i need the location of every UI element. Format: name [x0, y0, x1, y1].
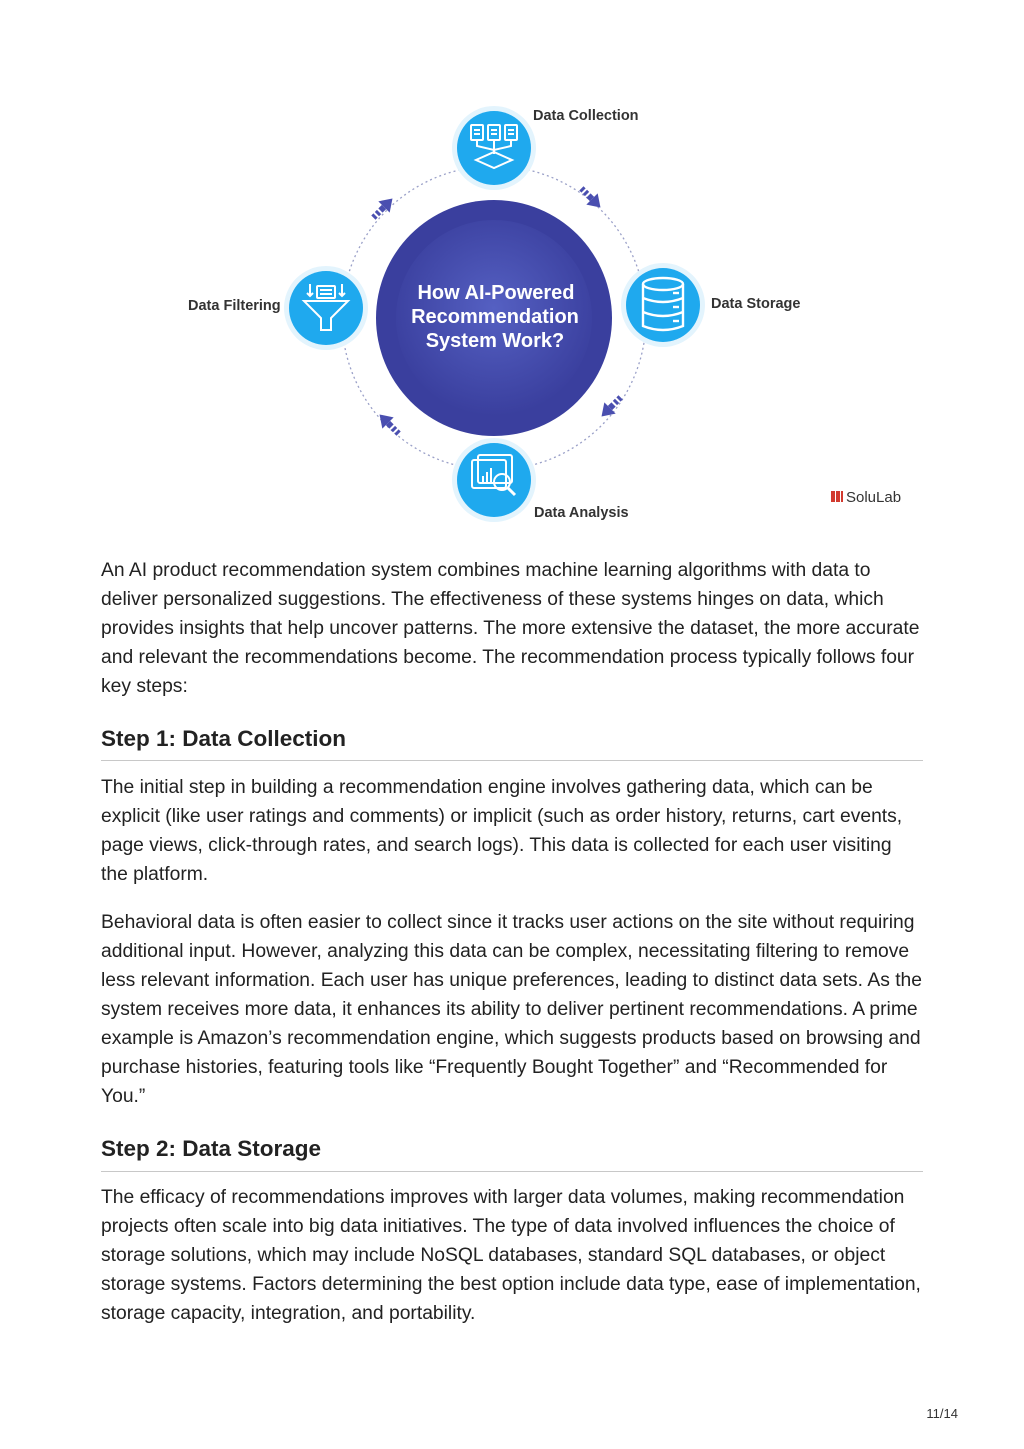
- step1-section: [101, 773, 923, 889]
- label-data-analysis: Data Analysis: [534, 505, 629, 521]
- arrow-storage-to-analysis: [596, 392, 626, 422]
- step2-heading: Step 2: Data Storage: [101, 1136, 322, 1161]
- intro-paragraph: An AI product recommendation system combines machine learning algorithms with data to deliver personalized suggestions. The effectiveness of these systems hinges on data, which provides insights that help uncover patterns. The more extensive the dataset, the more accurate and relevant the recommendations become. The recommendation process typically follows four key steps:: [101, 560, 920, 697]
- solulab-logo-icon: [831, 491, 843, 502]
- step1-paragraph-1: The initial step in building a recommendation engine involves gathering data, which can be explicit (like user ratings and comments) or implicit (such as order history, returns, cart events, page views, click-through rates, and search logs). This data is collected for each user visiting the platform.: [101, 777, 903, 885]
- node-data-storage: [621, 263, 705, 347]
- step2-heading-wrap: [101, 1134, 923, 1164]
- step1-section-2: [101, 908, 923, 1111]
- label-data-collection: Data Collection: [533, 108, 639, 124]
- center-title-line-3: System Work?: [425, 330, 565, 352]
- brand-name: SoluLab: [846, 489, 902, 506]
- center-title-line-1: How AI-Powered: [417, 282, 575, 304]
- step2-section: [101, 1183, 923, 1328]
- step1-paragraph-2: Behavioral data is often easier to collect since it tracks user actions on the site without requiring additional input. However, analyzing this data can be complex, necessitating filtering to remove less relevant information. Each user has unique preferences, leading to distinct data sets. As the system receives more data, it enhances its ability to deliver pertinent recommendations. A prime example is Amazon’s recommendation engine, which suggests products based on browsing and purchase histories, featuring tools like “Frequently Bought Together” and “Recommended for You.”: [101, 912, 922, 1107]
- node-data-collection: [452, 106, 536, 190]
- recommendation-system-diagram: [0, 0, 1024, 540]
- intro-section: [101, 556, 923, 701]
- label-data-filtering: Data Filtering: [188, 298, 281, 314]
- center-title-line-2: Recommendation: [411, 306, 579, 328]
- node-data-filtering: [284, 266, 368, 350]
- step2-paragraph-1: The efficacy of recommendations improves with larger data volumes, making recommendation projects often scale into big data initiatives. The type of data involved influences the choice of storage solutions, which may include NoSQL databases, standard SQL databases, or object storage systems. Factors determining the best option include data type, ease of implementation, storage capacity, integration, and portability.: [101, 1187, 921, 1324]
- node-data-analysis: [452, 438, 536, 522]
- step1-heading: Step 1: Data Collection: [101, 726, 347, 751]
- page-number: 11/14: [926, 1406, 958, 1421]
- step1-heading-wrap: [101, 724, 923, 754]
- label-data-storage: Data Storage: [711, 296, 801, 312]
- arrow-collection-to-storage: [576, 183, 606, 213]
- arrow-filtering-to-collection: [368, 193, 398, 223]
- step2-divider: [101, 1171, 923, 1172]
- arrow-analysis-to-filtering: [374, 409, 404, 439]
- step1-divider: [101, 760, 923, 761]
